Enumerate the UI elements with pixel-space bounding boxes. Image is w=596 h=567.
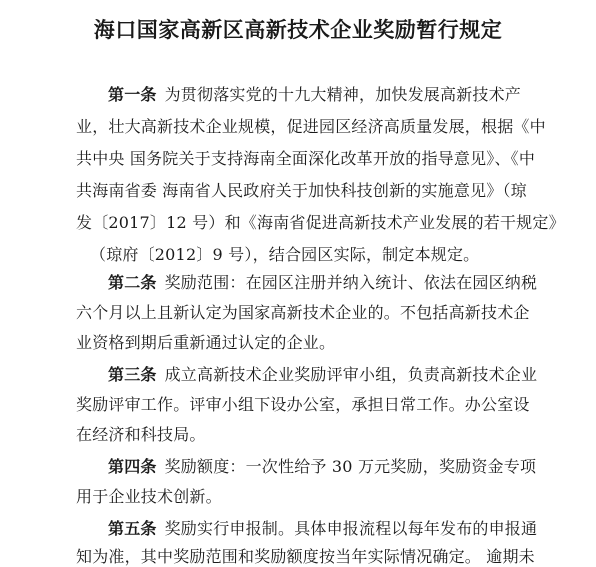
document-title: 海口国家高新区高新技术企业奖励暂行规定 xyxy=(93,17,503,42)
article-4-label: 第四条 xyxy=(108,457,157,476)
article-2-line-2: 六个月以上且新认定为国家高新技术企业的。不包括高新技术企 xyxy=(76,303,530,322)
article-4-text: 奖励额度：一次性给予 30 万元奖励，奖励资金专项 xyxy=(164,457,537,476)
article-2-label: 第二条 xyxy=(108,273,157,292)
article-1-line-2: 业，壮大高新技术企业规模，促进园区经济高质量发展，根据《中 xyxy=(76,117,546,136)
article-2-line-1 xyxy=(108,270,537,293)
article-1-line-4: 共海南省委 海南省人民政府关于加快科技创新的实施意见》（琼 xyxy=(76,181,527,200)
article-5-text: 奖励实行申报制。具体申报流程以每年发布的申报通 xyxy=(164,519,538,538)
article-4-line-2: 用于企业技术创新。 xyxy=(76,487,222,506)
article-5-line-1 xyxy=(108,516,537,539)
article-1-line-5: 发〔2017〕12 号）和《海南省促进高新技术产业发展的若干规定》 xyxy=(76,213,565,232)
article-3-text: 成立高新技术企业奖励评审小组，负责高新技术企业 xyxy=(164,365,538,384)
article-2-text: 奖励范围：在园区注册并纳入统计、依法在园区纳税 xyxy=(164,273,538,292)
article-3-line-3: 在经济和科技局。 xyxy=(76,425,206,444)
article-1-text: 为贯彻落实党的十九大精神，加快发展高新技术产 xyxy=(164,85,522,104)
article-1-line-3: 共中央 国务院关于支持海南全面深化改革开放的指导意见》、《中 xyxy=(76,149,536,168)
article-1-line-6: （琼府〔2012〕9 号），结合园区实际，制定本规定。 xyxy=(90,245,480,264)
article-1-label: 第一条 xyxy=(108,85,157,104)
article-4-line-1 xyxy=(108,454,536,477)
article-2-line-3: 业资格到期后重新通过认定的企业。 xyxy=(76,333,336,352)
article-3-line-2: 奖励评审工作。评审小组下设办公室，承担日常工作。办公室设 xyxy=(76,395,530,414)
article-3-label: 第三条 xyxy=(108,365,157,384)
article-5-line-2: 知为准，其中奖励范围和奖励额度按当年实际情况确定。 逾期未 xyxy=(76,547,535,566)
article-5-label: 第五条 xyxy=(108,519,157,538)
article-3-line-1 xyxy=(108,362,537,385)
article-1-line-1 xyxy=(108,82,521,105)
